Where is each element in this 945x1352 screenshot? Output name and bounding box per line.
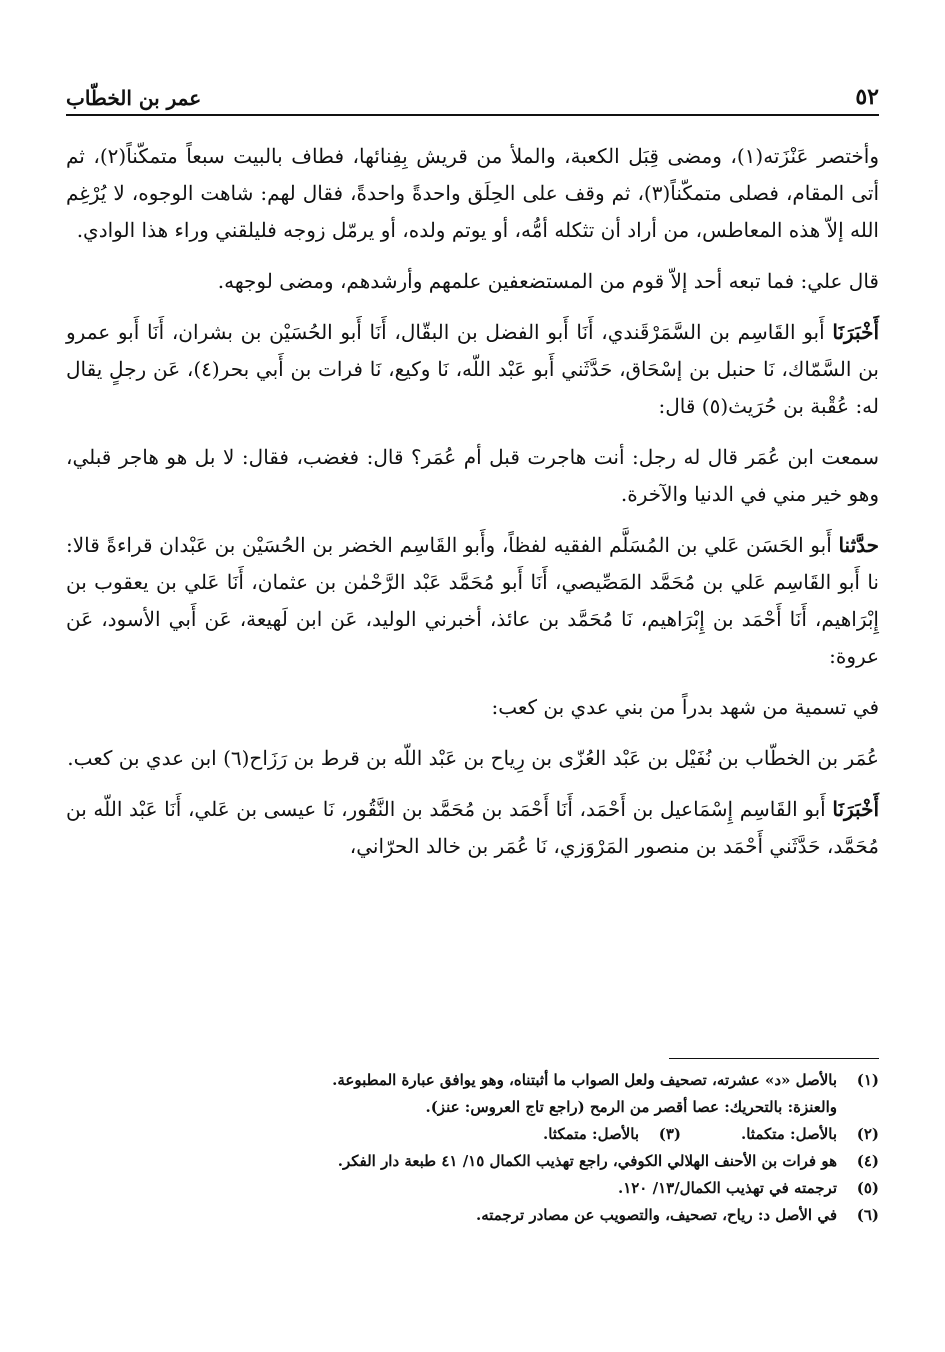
paragraph-text: أَبو القَاسِم بن السَّمَرْقَندي، أَنَا أَبو الفضل بن البقّال، أَنَا أَبو الحُسَيْن بن بشران، أَنَا أَبو عمرو بن السَّمّاك، نَا حنبل بن إسْحَاق، حَدَّثَني أَبو عَبْد اللّه، نَا وكيع، نَا فرات بن أَبي بحر(٤)، عَن رجلٍ يقال له: عُقْبة بن حُرَيث(٥) قال: [66, 320, 879, 418]
page-number: ٥٢ [855, 84, 879, 110]
paragraph [66, 314, 879, 425]
paragraph-text: أَبو القَاسِم إِسْمَاعيل بن أَحْمَد، أَنَا أَحْمَد بن مُحَمَّد بن النَّقُور، نَا عيسى بن عَلي، أَنَا عَبْد اللّه بن مُحَمَّد، حَدَّثَني أَحْمَد بن منصور المَرْوَزي، نَا عُمَر بن خالد الحرّاني، [66, 797, 879, 858]
paragraph [66, 791, 879, 865]
paragraph-text: أَبو الحَسَن عَلي بن المُسَلَّم الفقيه لفظاً، وأَبو القَاسِم الخضر بن الحُسَيْن بن عَبْدان قراءةً قالا: نا أَبو القَاسِم عَلي بن مُحَمَّد المَصِّيصي، أَنَا أَبو مُحَمَّد عَبْد الرَّحْمٰن بن عثمان، أَنَا عَلي بن يعقوب بن إِبْرَاهيم، أَنَا أَحْمَد بن إِبْرَاهيم، نَا مُحَمَّد بن عائذ، أخبرني الوليد، عَن ابن لَهيعة، عَن أَبي الأسود، عَن عروة: [66, 533, 879, 668]
footnote-number: (١) [856, 1071, 879, 1089]
footnote-text: بالأصل: متمكثا. [543, 1125, 639, 1143]
paragraph [66, 527, 879, 675]
footnote-number: (٦) [856, 1206, 879, 1224]
main-text [66, 138, 879, 879]
paragraph-text: قال علي: فما تبعه أحد إلاّ قوم من المستضعفين علمهم وأرشدهم، ومضى لوجهه. [217, 269, 879, 293]
footnote-number: (٢) [856, 1125, 879, 1143]
footnote-text: هو فرات بن الأحنف الهلالي الكوفي، راجع تهذيب الكمال ١٥/ ٤١ طبعة دار الفكر. [337, 1152, 837, 1170]
paragraph [66, 740, 879, 777]
footnote [66, 1202, 879, 1229]
paragraph [66, 263, 879, 300]
footnote [66, 1148, 879, 1175]
paragraph-text: سمعت ابن عُمَر قال له رجل: أنت هاجرت قبل أم عُمَر؟ قال: فغضب، فقال: لا بل هو هاجر قبلي، وهو خير مني في الدنيا والآخرة. [66, 445, 879, 506]
footnote-text: في الأصل د: رياح، تصحيف، والتصويب عن مصادر ترجمته. [475, 1206, 837, 1224]
paragraph-text: عُمَر بن الخطّاب بن نُفَيْل بن عَبْد العُزّى بن رِياح بن عَبْد اللّه بن قرط بن رَزَاح(٦) ابن عدي بن كعب. [67, 746, 879, 770]
paragraph-lead: أَخْبَرَنَا [832, 797, 879, 821]
footnote [543, 1121, 681, 1148]
paragraph-text: وأختصر عَنْزَته(١)، ومضى قِبَل الكعبة، والملأ من قريش بِفِنائها، فطاف بالبيت سبعاً متمكّناً(٢)، ثم أتى المقام، فصلى متمكّناً(٣)، ثم وقف على الحِلَق واحدةً واحدةً، فقال لهم: شاهت الوجوه، لا يُرْغِم الله إلاّ هذه المعاطس، من أراد أن تثكله أمُّه، أو يوتم ولده، أو يرمّل زوجه فليلقني وراء هذا الوادي. [66, 144, 880, 242]
footnote-text: والعنزة: بالتحريك: عصا أقصر من الرمح (راجع تاج العروس: عنز). [425, 1098, 837, 1116]
footnotes [66, 1058, 879, 1229]
footnote-number: (٣) [658, 1125, 681, 1143]
footnote-divider [669, 1058, 879, 1059]
running-title: عمر بن الخطّاب [66, 86, 202, 110]
paragraph-lead: حدَّثنا [838, 533, 879, 557]
footnote-pair [66, 1121, 879, 1148]
footnote [66, 1175, 879, 1202]
footnote-text: ترجمته في تهذيب الكمال/١٣/ ١٢٠. [617, 1179, 837, 1197]
footnote [66, 1067, 879, 1094]
paragraph [66, 439, 879, 513]
footnote-text: بالأصل «د» عشرته، تصحيف ولعل الصواب ما أثبتناه، وهو يوافق عبارة المطبوعة. [332, 1071, 837, 1089]
footnote-number: (٤) [856, 1152, 879, 1170]
paragraph-text: في تسمية من شهد بدراً من بني عدي بن كعب: [491, 695, 879, 719]
footnote-text: بالأصل: متكمثا. [741, 1125, 837, 1143]
page-header [66, 80, 879, 116]
footnote-continuation [66, 1094, 879, 1121]
paragraph [66, 138, 879, 249]
paragraph [66, 689, 879, 726]
footnote [741, 1121, 879, 1148]
footnote-number: (٥) [856, 1179, 879, 1197]
paragraph-lead: أَخْبَرَنَا [832, 320, 879, 344]
